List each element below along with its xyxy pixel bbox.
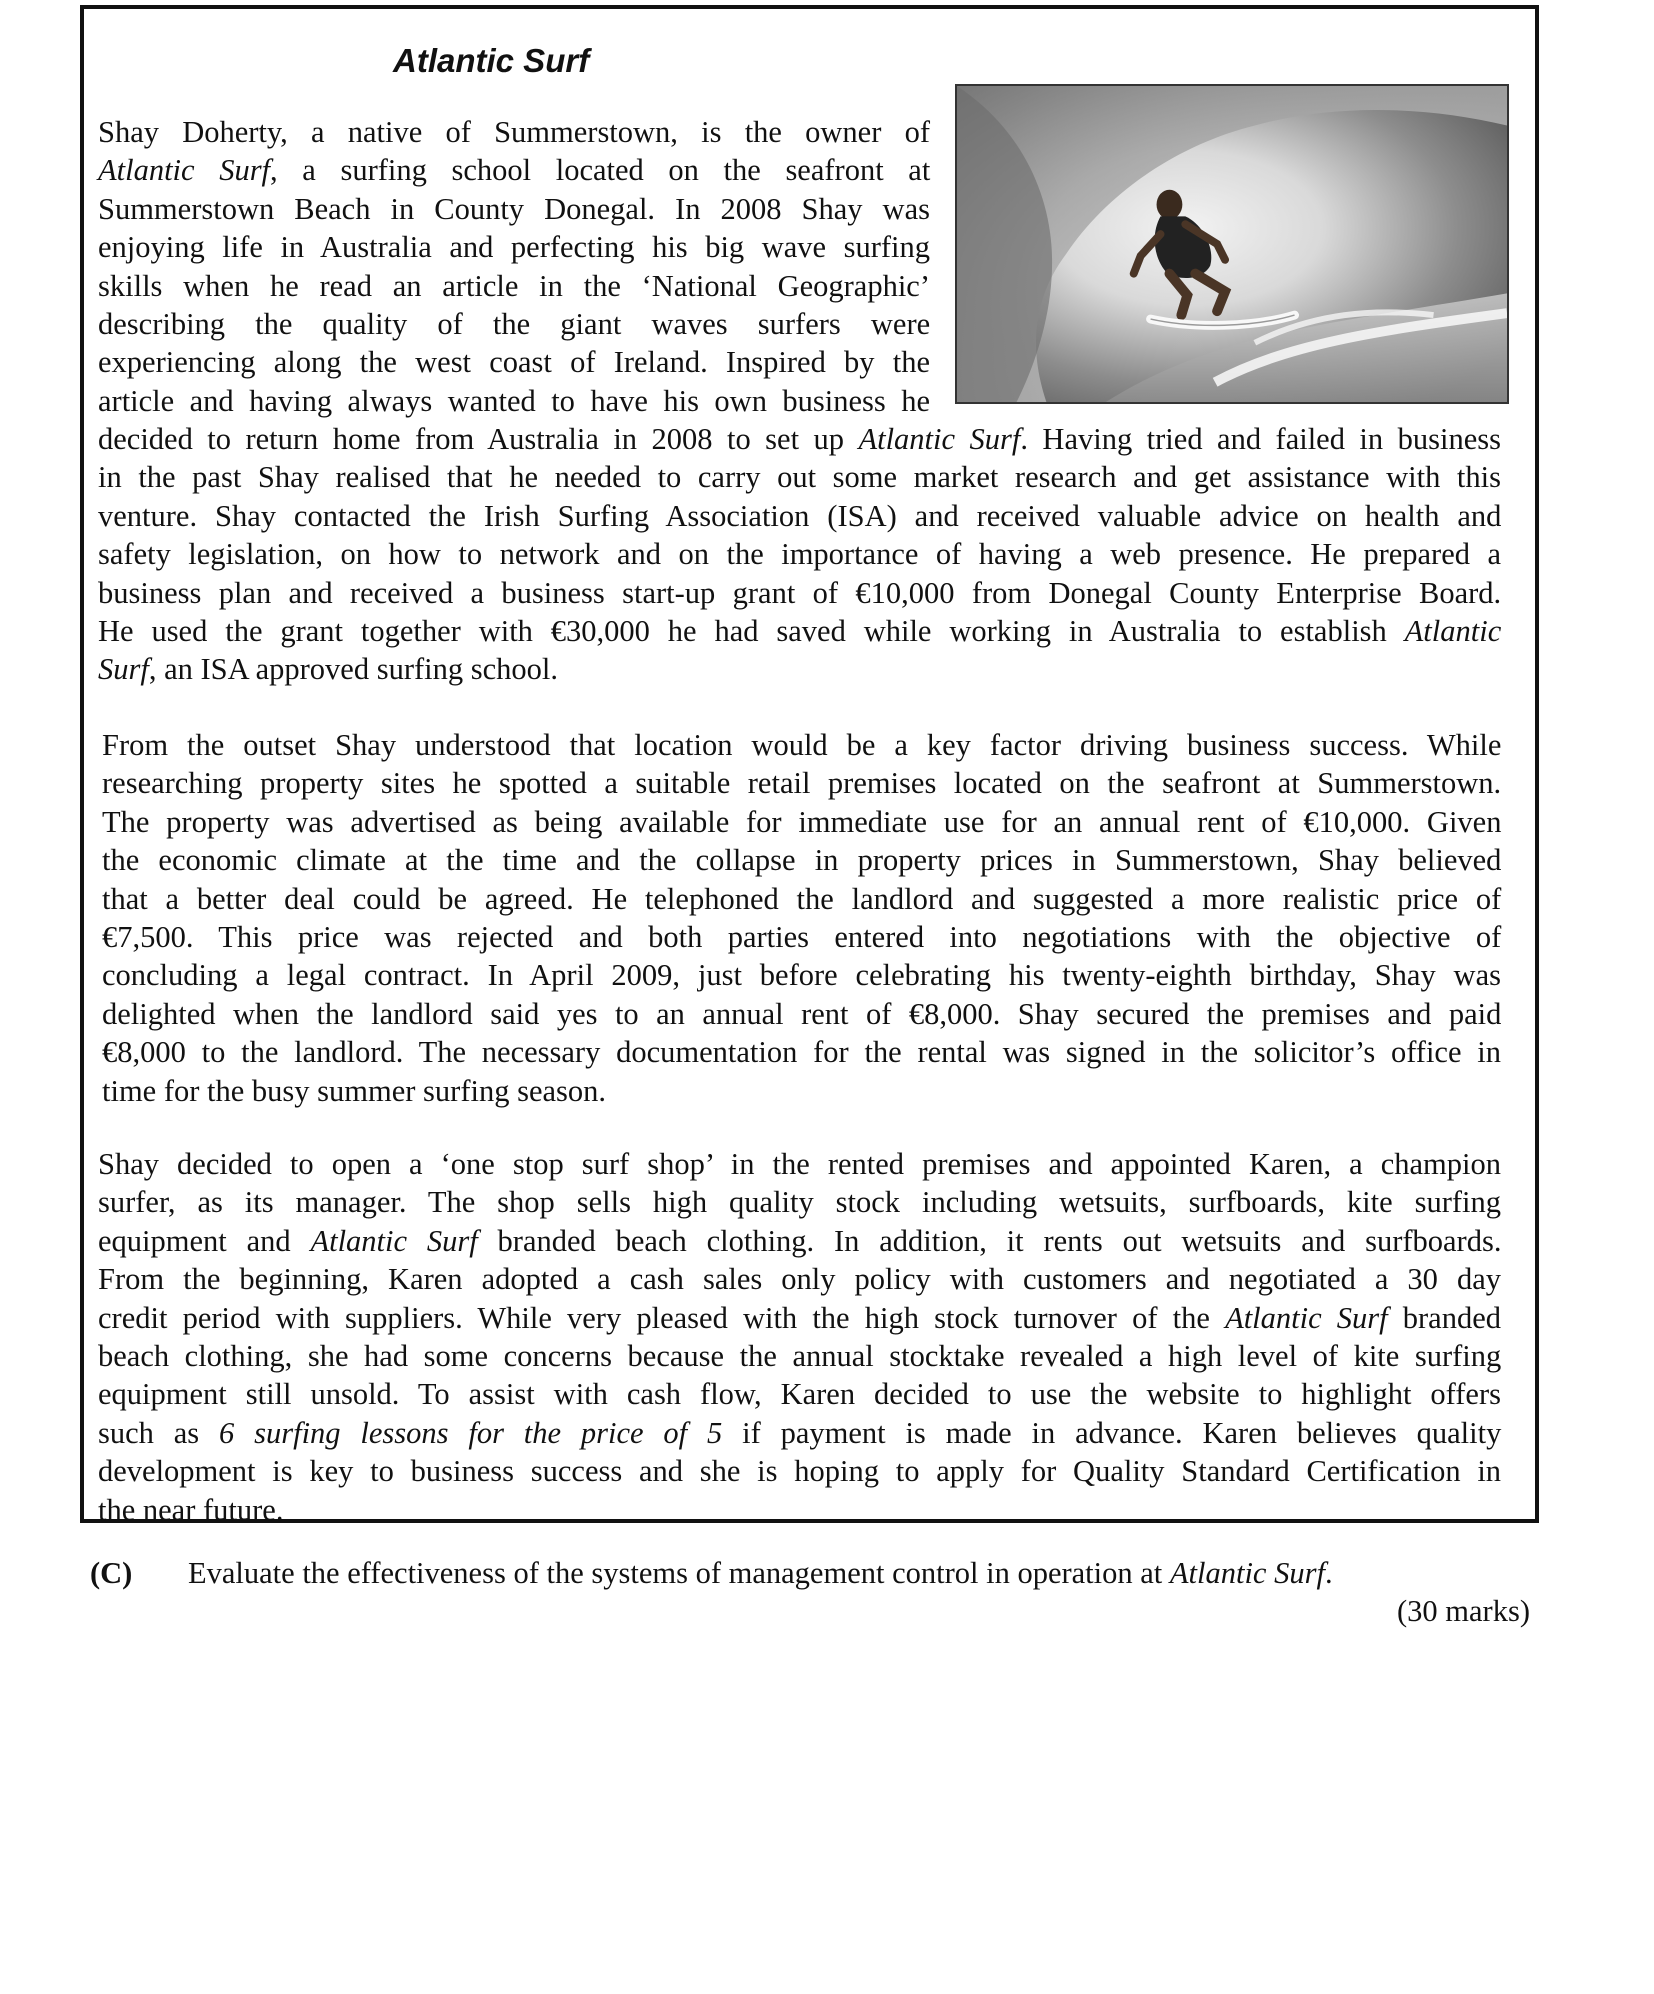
surfer-wave-image <box>957 86 1507 402</box>
text-line <box>98 535 1501 573</box>
text-line <box>102 1033 1501 1071</box>
text-run: €8,000 to the landlord. The necessary documentation for the rental was signed in the solicitor’s office in <box>102 1035 1501 1070</box>
text-run: experiencing along the west coast of Ireland. Inspired by the <box>98 345 930 380</box>
text-run: the economic climate at the time and the collapse in property prices in Summerstown, Shay believed <box>102 843 1502 878</box>
text-run: safety legislation, on how to network and on the importance of having a web presence. He prepared a <box>98 537 1501 572</box>
paragraph-3 <box>98 1145 1501 1529</box>
text-run: decided to return home from Australia in 2008 to set up <box>98 422 859 456</box>
text-run: Surf <box>98 652 149 687</box>
text-run: if payment is made in advance. Karen believes quality <box>722 1415 1502 1450</box>
text-line <box>102 880 1501 918</box>
text-line <box>98 1375 1501 1413</box>
text-run: Atlantic Surf <box>858 422 1021 456</box>
text-run: such as <box>98 1415 220 1450</box>
text-run: researching property sites he spotted a suitable retail premises located on the seafront at Summerstown. <box>102 766 1502 801</box>
text-run: . Having tried and failed in business <box>1020 422 1501 456</box>
text-run: He used the grant together with €30,000 he had saved while working in Australia to establish <box>98 614 1405 649</box>
text-run: delighted when the landlord said yes to an annual rent of €8,000. Shay secured the premises and paid <box>102 996 1502 1031</box>
text-line <box>98 382 930 420</box>
text-line <box>98 1299 1501 1337</box>
paragraph-2 <box>102 726 1501 1110</box>
text-run: Summerstown Beach in County Donegal. In 2008 Shay was <box>98 191 930 226</box>
text-run: 6 surfing lessons for the price of 5 <box>219 1415 723 1450</box>
text-run: branded <box>1387 1300 1502 1335</box>
text-line <box>102 956 1501 994</box>
text-line <box>98 612 1501 650</box>
text-run: development is key to business success and she is hoping to apply for Quality Standard Certification in <box>98 1454 1502 1489</box>
text-line <box>102 1072 1501 1110</box>
text-run: The property was advertised as being available for immediate use for an annual rent of €10,000. Given <box>102 804 1502 839</box>
text-run: €7,500. This price was rejected and both parties entered into negotiations with the objective of <box>102 920 1502 955</box>
text-line <box>98 151 930 189</box>
text-line <box>98 1260 1501 1298</box>
text-run: skills when he read an article in the ‘National Geographic’ <box>98 268 930 303</box>
text-line <box>98 1145 1501 1183</box>
text-run: credit period with suppliers. While very pleased with the high stock turnover of the <box>98 1300 1226 1335</box>
text-line <box>98 497 1501 535</box>
text-line <box>102 995 1501 1033</box>
text-run: Shay decided to open a ‘one stop surf shop’ in the rented premises and appointed Karen, a champion <box>98 1147 1501 1181</box>
text-run: Atlantic Surf <box>1225 1300 1388 1335</box>
text-line <box>98 1491 1501 1529</box>
surfer-photo <box>955 84 1509 404</box>
text-line <box>98 267 930 305</box>
text-line <box>98 1337 1501 1375</box>
text-line <box>102 803 1501 841</box>
text-run: equipment and <box>98 1223 311 1258</box>
text-line <box>102 841 1501 879</box>
text-line <box>98 1183 1501 1221</box>
text-run: venture. Shay contacted the Irish Surfing Association (ISA) and received valuable advice on health and <box>98 498 1502 533</box>
text-line <box>98 1222 1501 1260</box>
text-run: Atlantic <box>1404 614 1502 649</box>
text-line <box>98 458 1501 496</box>
text-line <box>98 1414 1501 1452</box>
text-run: From the beginning, Karen adopted a cash sales only policy with customers and negotiated a 30 day <box>98 1262 1501 1297</box>
text-run: surfer, as its manager. The shop sells high quality stock including wetsuits, surfboards, kite surfing <box>98 1185 1501 1220</box>
text-line <box>98 1452 1501 1490</box>
text-run: business plan and received a business start-up grant of €10,000 from Donegal County Enterprise Board. <box>98 575 1502 610</box>
question-marks: (30 marks) <box>1397 1594 1530 1628</box>
text-run: Atlantic Surf <box>310 1223 478 1258</box>
text-run: concluding a legal contract. In April 2009, just before celebrating his twenty-eighth birthday, Shay was <box>102 958 1501 993</box>
text-run: Shay Doherty, a native of Summerstown, is the owner of <box>98 115 930 149</box>
text-run: equipment still unsold. To assist with cash flow, Karen decided to use the website to highlight offers <box>98 1377 1501 1412</box>
text-line <box>98 228 930 266</box>
text-line <box>98 420 1501 458</box>
text-run: beach clothing, she had some concerns because the annual stocktake revealed a high level of kite surfing <box>98 1339 1502 1374</box>
text-line <box>98 190 930 228</box>
text-run: time for the busy summer surfing season. <box>102 1073 607 1108</box>
question-text: Evaluate the effectiveness of the systems of management control in operation at Atlantic Surf. <box>188 1556 1333 1590</box>
text-run: in the past Shay realised that he needed to carry out some market research and get assistance with this <box>98 460 1501 495</box>
text-run: the near future. <box>98 1492 284 1527</box>
text-run: article and having always wanted to have his own business he <box>98 383 930 418</box>
text-run: , an ISA approved surfing school. <box>148 652 558 687</box>
text-line <box>102 918 1501 956</box>
text-line <box>102 764 1501 802</box>
text-run: , a surfing school located on the seafront at <box>270 153 931 188</box>
text-run: Atlantic Surf <box>98 153 271 188</box>
text-run: describing the quality of the giant waves surfers were <box>98 307 931 342</box>
text-run: enjoying life in Australia and perfecting his big wave surfing <box>98 230 930 265</box>
paragraph-1-wrapped <box>98 113 930 420</box>
case-title: Atlantic Surf <box>393 42 590 79</box>
text-line <box>98 574 1501 612</box>
text-run: From the outset Shay understood that location would be a key factor driving business success. While <box>102 728 1502 762</box>
text-line <box>98 305 930 343</box>
text-line <box>102 726 1501 764</box>
paragraph-1-continued <box>98 420 1501 689</box>
text-run: branded beach clothing. In addition, it rents out wetsuits and surfboards. <box>477 1223 1502 1258</box>
question-label: (C) <box>90 1556 133 1590</box>
text-line <box>98 113 930 151</box>
text-run: that a better deal could be agreed. He telephoned the landlord and suggested a more realistic price of <box>102 881 1502 916</box>
text-line <box>98 343 930 381</box>
text-line <box>98 650 1501 688</box>
